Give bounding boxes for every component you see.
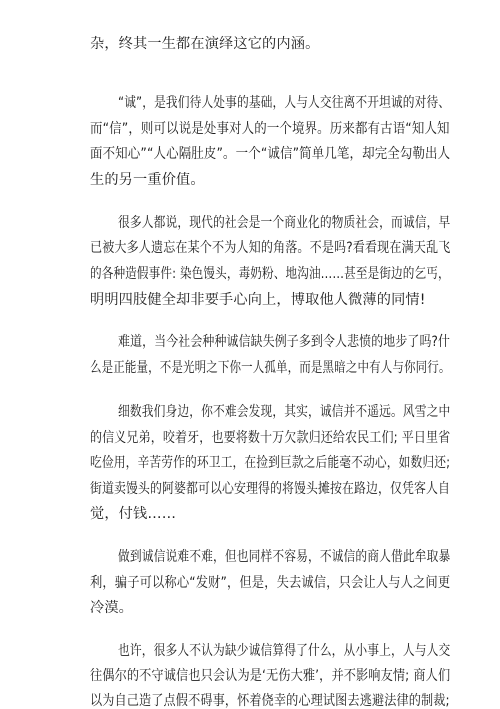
text-line: 街道卖馒头的阿婆都可以心安理得的将馒头摊按在路边，仅凭客人自 (90, 481, 451, 497)
text-line: 明明四肢健全却非要手心向上，博取他人微薄的同情! (90, 292, 426, 308)
text-line: 难道，当今社会种种诚信缺失例子多到令人悲愤的地步了吗?什 (118, 334, 451, 350)
text-line: 吃俭用，辛苦劳作的环卫工，在捡到巨款之后能毫不动心，如数归还; (90, 455, 451, 471)
text-line: 利，骗子可以称心“发财”，但是，失去诚信，只会让人与人之间更 (90, 575, 451, 591)
text-line: 也许，很多人不认为缺少诚信算得了什么，从小事上，人与人交 (118, 643, 451, 659)
text-line: 以为自己造了点假不碍事，怀着侥幸的心理试图去逃避法律的制裁; (90, 693, 450, 709)
text-line: 很多人都说，现代的社会是一个商业化的物质社会，而诚信，早 (118, 215, 451, 231)
text-line: 的信义兄弟，咬着牙，也要将数十万欠款归还给农民工们; 平日里省 (90, 430, 451, 446)
text-line: 而“信”，则可以说是处事对人的一个境界。历来都有古语“知人知 (90, 121, 450, 137)
text-line: 面不知心”“人心隔肚皮”。一个“诚信”简单几笔，却完全勾勒出人 (90, 146, 451, 162)
text-line: “诚”，是我们待人处事的基础，人与人交往离不开坦诚的对待、 (118, 95, 451, 111)
text-line: 么是正能量，不是光明之下你一人孤单，而是黑暗之中有人与你同行。 (90, 360, 451, 376)
text-line: 细数我们身边，你不难会发现，其实，诚信并不遥远。风雪之中 (118, 404, 451, 420)
text-line: 杂，终其一生都在演绎这它的内涵。 (90, 36, 320, 52)
text-line: 生的另一重价值。 (90, 172, 205, 188)
text-line: 往偶尔的不守诚信也只会认为是‘无伤大雅’，并不影响友情; 商人们 (90, 668, 451, 684)
text-line: 冷漠。 (90, 600, 134, 616)
text-line: 的各种造假事件: 染色馒头，毒奶粉、地沟油……甚至是街边的乞丐， (90, 266, 450, 282)
text-line: 做到诚信说难不难，但也同样不容易，不诚信的商人借此牟取暴 (118, 549, 451, 565)
text-line: 已被大多人遗忘在某个不为人知的角落。不是吗?看看现在满天乱飞 (90, 240, 451, 256)
text-line: 觉，付钱…… (90, 506, 177, 522)
